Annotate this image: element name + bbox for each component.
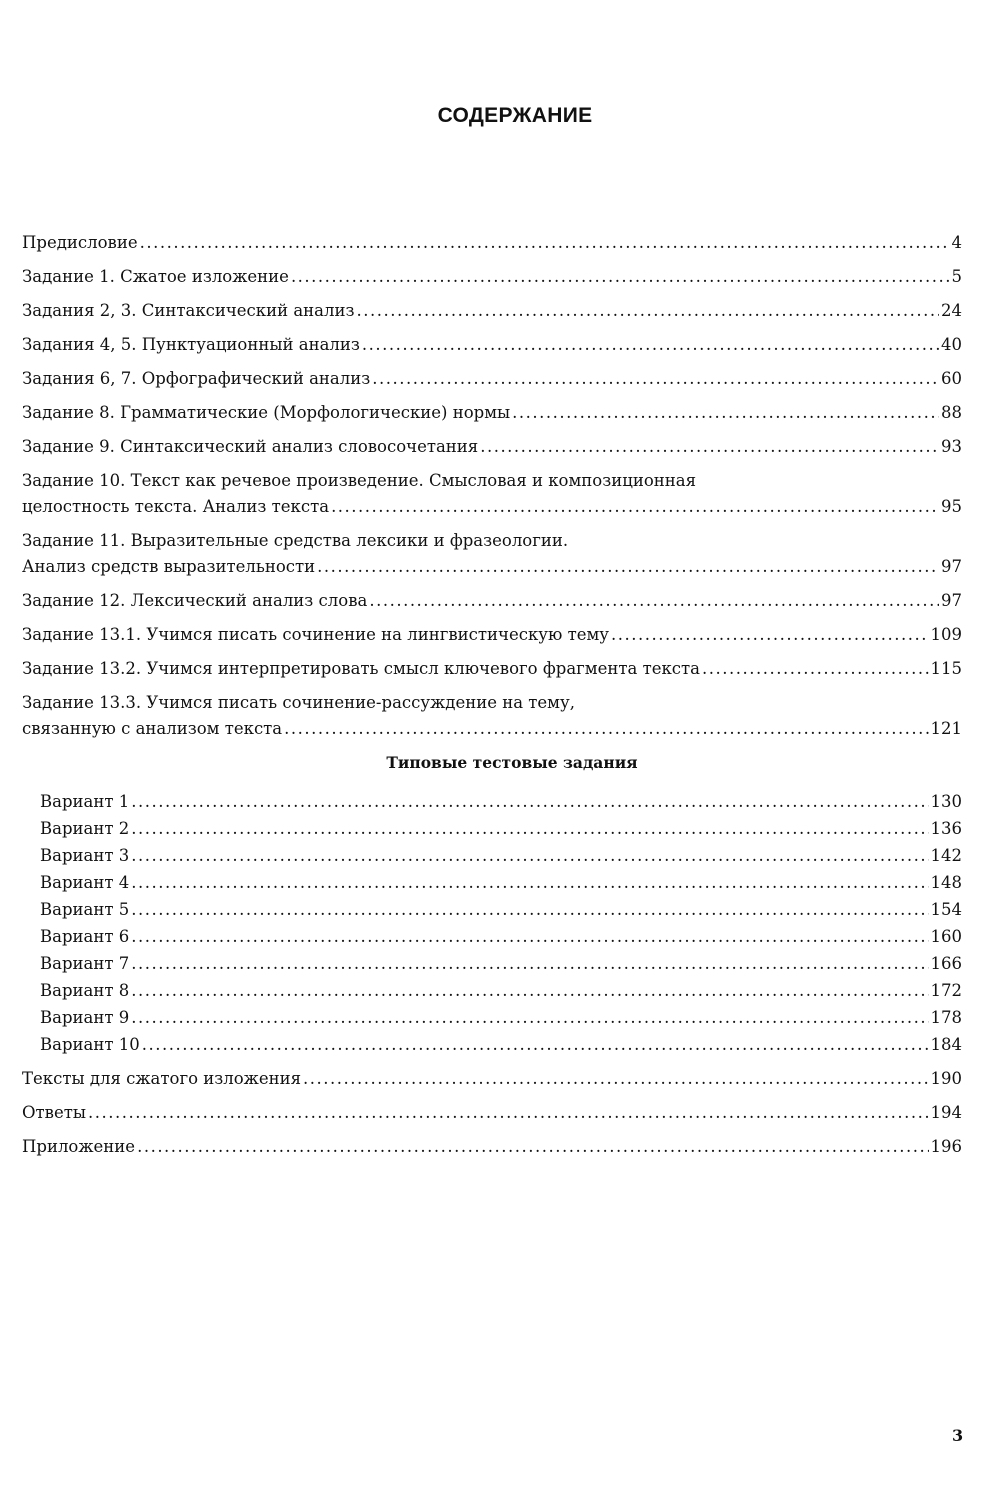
toc-label: Задание 13.1. Учимся писать сочинение на лингвистическую тему xyxy=(22,625,610,644)
toc-entry[interactable] xyxy=(22,528,962,580)
dot-leader xyxy=(131,842,928,869)
toc-page-number: 160 xyxy=(930,927,962,946)
dot-leader xyxy=(303,1066,928,1092)
toc-label: Вариант 10 xyxy=(40,1035,140,1054)
toc-label: Приложение xyxy=(22,1137,136,1156)
toc-label: целостность текста. Анализ текста xyxy=(22,497,330,516)
toc-entry[interactable] xyxy=(22,230,962,256)
dot-leader xyxy=(702,656,928,682)
toc-row[interactable] xyxy=(22,332,962,358)
toc-row[interactable] xyxy=(40,896,962,923)
toc-page-number: 172 xyxy=(930,981,962,1000)
toc-page-number: 121 xyxy=(930,719,962,738)
toc-label: Задания 6, 7. Орфографический анализ xyxy=(22,369,371,388)
tail-entries xyxy=(22,1066,962,1160)
dot-leader xyxy=(284,716,928,742)
toc-label: связанную с анализом текста xyxy=(22,719,283,738)
toc-row[interactable] xyxy=(40,923,962,950)
toc-page-number: 190 xyxy=(930,1069,962,1088)
toc-page-number: 142 xyxy=(930,846,962,865)
toc-row[interactable] xyxy=(22,554,962,580)
toc-row[interactable] xyxy=(22,588,962,614)
toc-row[interactable] xyxy=(40,788,962,815)
toc-row[interactable] xyxy=(22,400,962,426)
dot-leader xyxy=(331,494,939,520)
toc-page-number: 109 xyxy=(930,625,962,644)
toc-label: Задание 13.2. Учимся интерпретировать смысл ключевого фрагмента текста xyxy=(22,659,701,678)
toc-label: Задание 8. Грамматические (Морфологические) нормы xyxy=(22,403,511,422)
toc-label-line: Задание 10. Текст как речевое произведение. Смысловая и композиционная xyxy=(22,471,697,490)
toc-row[interactable] xyxy=(40,1031,962,1058)
dot-leader xyxy=(88,1100,929,1126)
table-of-contents xyxy=(22,230,962,1168)
toc-page-number: 5 xyxy=(951,267,962,286)
toc-page-number: 166 xyxy=(930,954,962,973)
toc-entry[interactable] xyxy=(22,332,962,358)
toc-row[interactable] xyxy=(22,622,962,648)
toc-label: Вариант 7 xyxy=(40,954,130,973)
toc-entry[interactable] xyxy=(22,400,962,426)
toc-page-number: 178 xyxy=(930,1008,962,1027)
dot-leader xyxy=(131,896,928,923)
toc-label: Вариант 5 xyxy=(40,900,130,919)
dot-leader xyxy=(131,788,928,815)
toc-page-number: 24 xyxy=(941,301,962,320)
toc-row[interactable] xyxy=(22,230,962,256)
toc-entry[interactable] xyxy=(22,622,962,648)
toc-row[interactable] xyxy=(22,264,962,290)
dot-leader xyxy=(131,815,928,842)
dot-leader xyxy=(317,554,939,580)
toc-row[interactable] xyxy=(22,656,962,682)
toc-label: Вариант 1 xyxy=(40,792,130,811)
toc-row[interactable] xyxy=(40,977,962,1004)
toc-row[interactable] xyxy=(22,1134,962,1160)
toc-row[interactable] xyxy=(22,1066,962,1092)
toc-entry[interactable] xyxy=(22,264,962,290)
toc-page-number: 97 xyxy=(941,557,962,576)
toc-page-number: 115 xyxy=(930,659,962,678)
toc-row[interactable] xyxy=(40,815,962,842)
dot-leader xyxy=(142,1031,929,1058)
toc-entry[interactable] xyxy=(22,366,962,392)
toc-label: Ответы xyxy=(22,1103,86,1122)
toc-entry[interactable] xyxy=(22,690,962,742)
toc-label: Предисловие xyxy=(22,233,138,252)
toc-label: Вариант 2 xyxy=(40,819,130,838)
toc-entries xyxy=(22,230,962,742)
toc-label: Анализ средств выразительности xyxy=(22,557,316,576)
toc-label: Вариант 9 xyxy=(40,1008,130,1027)
toc-row[interactable] xyxy=(40,1004,962,1031)
toc-page-number: 148 xyxy=(930,873,962,892)
toc-page-number: 97 xyxy=(941,591,962,610)
toc-entry[interactable] xyxy=(22,656,962,682)
toc-label: Вариант 6 xyxy=(40,927,130,946)
toc-page-number: 184 xyxy=(930,1035,962,1054)
toc-row[interactable] xyxy=(40,950,962,977)
dot-leader xyxy=(611,622,928,648)
dot-leader xyxy=(131,869,928,896)
variant-list xyxy=(22,788,962,1058)
toc-page-number: 194 xyxy=(930,1103,962,1122)
toc-page-number: 95 xyxy=(941,497,962,516)
dot-leader xyxy=(372,366,939,392)
toc-row[interactable] xyxy=(40,869,962,896)
toc-label: Задание 9. Синтаксический анализ словосочетания xyxy=(22,437,479,456)
dot-leader xyxy=(140,230,950,256)
dot-leader xyxy=(512,400,939,426)
toc-row[interactable] xyxy=(22,1100,962,1126)
dot-leader xyxy=(137,1134,928,1160)
toc-page-number: 196 xyxy=(930,1137,962,1156)
toc-row[interactable] xyxy=(22,298,962,324)
toc-entry[interactable] xyxy=(22,588,962,614)
toc-row[interactable] xyxy=(22,716,962,742)
toc-entry[interactable] xyxy=(22,298,962,324)
dot-leader xyxy=(362,332,939,358)
toc-row[interactable] xyxy=(22,434,962,460)
toc-page-number: 93 xyxy=(941,437,962,456)
dot-leader xyxy=(480,434,939,460)
dot-leader xyxy=(291,264,950,290)
toc-label: Вариант 4 xyxy=(40,873,130,892)
page-title: СОДЕРЖАНИЕ xyxy=(437,104,593,127)
toc-label: Вариант 8 xyxy=(40,981,130,1000)
toc-row[interactable] xyxy=(22,366,962,392)
toc-page-number: 60 xyxy=(941,369,962,388)
toc-entry[interactable] xyxy=(22,434,962,460)
toc-label: Задания 2, 3. Синтаксический анализ xyxy=(22,301,355,320)
toc-label-line: Задание 11. Выразительные средства лексики и фразеологии. xyxy=(22,531,569,550)
toc-label: Тексты для сжатого изложения xyxy=(22,1069,302,1088)
dot-leader xyxy=(131,1004,928,1031)
toc-label-line: Задание 13.3. Учимся писать сочинение-рассуждение на тему, xyxy=(22,693,575,712)
dot-leader xyxy=(369,588,939,614)
dot-leader xyxy=(131,923,928,950)
toc-page-number: 88 xyxy=(941,403,962,422)
toc-row[interactable] xyxy=(22,494,962,520)
toc-page-number: 154 xyxy=(930,900,962,919)
page-number: 3 xyxy=(952,1426,964,1445)
section-heading: Типовые тестовые задания xyxy=(386,753,638,772)
dot-leader xyxy=(131,977,928,1004)
toc-row[interactable] xyxy=(40,842,962,869)
toc-page-number: 4 xyxy=(951,233,962,252)
dot-leader xyxy=(357,298,940,324)
toc-label: Вариант 3 xyxy=(40,846,130,865)
toc-label: Задание 1. Сжатое изложение xyxy=(22,267,289,286)
toc-label: Задание 12. Лексический анализ слова xyxy=(22,591,368,610)
toc-page-number: 40 xyxy=(941,335,962,354)
toc-page-number: 130 xyxy=(930,792,962,811)
dot-leader xyxy=(131,950,928,977)
toc-entry[interactable] xyxy=(22,468,962,520)
toc-label: Задания 4, 5. Пунктуационный анализ xyxy=(22,335,360,354)
toc-page-number: 136 xyxy=(930,819,962,838)
